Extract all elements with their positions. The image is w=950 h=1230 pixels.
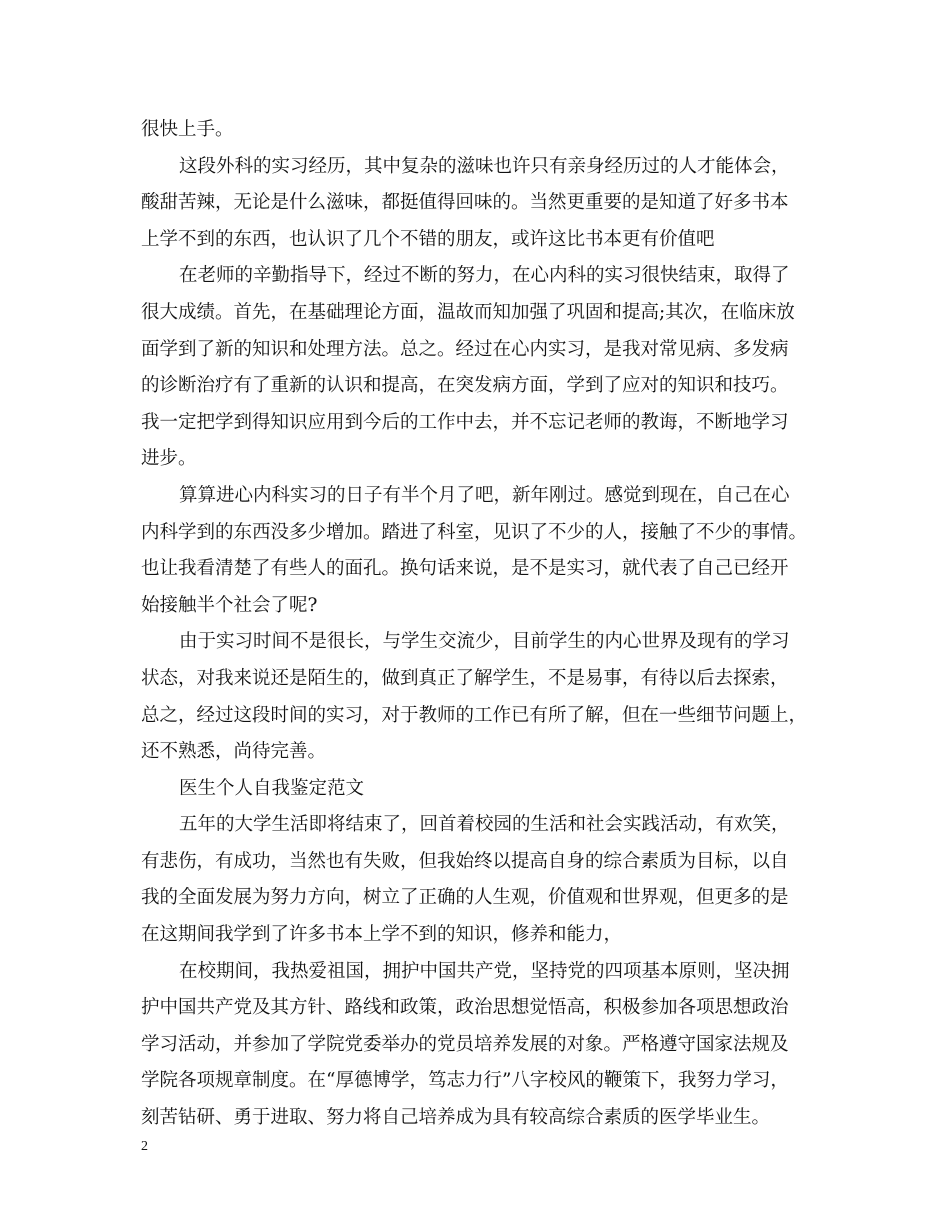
text-line: 在老师的辛勤指导下，经过不断的努力，在心内科的实习很快结束，取得了 xyxy=(179,265,790,287)
text-line: 在这期间我学到了许多书本上学不到的知识，修养和能力， xyxy=(141,924,623,946)
text-line: 由于实习时间不是很长，与学生交流少，目前学生的内心世界及现有的学习 xyxy=(179,631,790,653)
text-line: 在校期间，我热爱祖国，拥护中国共产党，坚持党的四项基本原则，坚决拥 xyxy=(179,960,790,982)
text-line: 护中国共产党及其方针、路线和政策，政治思想觉悟高，积极参加各项思想政治 xyxy=(141,997,789,1019)
text-line: 我一定把学到得知识应用到今后的工作中去，并不忘记老师的教诲，不断地学习 xyxy=(141,411,789,433)
text-line: 刻苦钻研、勇于进取、努力将自己培养成为具有较高综合素质的医学毕业生。 xyxy=(141,1107,771,1129)
body-text xyxy=(141,112,821,1137)
page-number: 2 xyxy=(141,1139,148,1154)
text-line: 面学到了新的知识和处理方法。总之。经过在心内实习，是我对常见病、多发病 xyxy=(141,338,789,360)
text-line: 上学不到的东西，也认识了几个不错的朋友，或许这比书本更有价值吧 xyxy=(141,228,715,250)
text-line: 还不熟悉，尚待完善。 xyxy=(141,741,327,763)
text-line: 酸甜苦辣，无论是什么滋味，都挺值得回味的。当然更重要的是知道了好多书本 xyxy=(141,192,789,214)
text-line: 内科学到的东西没多少增加。踏进了科室，见识了不少的人，接触了不少的事情。 xyxy=(141,521,808,543)
text-line: 也让我看清楚了有些人的面孔。换句话来说，是不是实习，就代表了自己已经开 xyxy=(141,558,789,580)
text-line: 很快上手。 xyxy=(141,119,234,140)
text-line: 五年的大学生活即将结束了，回首着校园的生活和社会实践活动，有欢笑， xyxy=(179,814,790,836)
text-line: 很大成绩。首先，在基础理论方面，温故而知加强了巩固和提高;其次，在临床放 xyxy=(141,301,795,323)
text-line: 总之，经过这段时间的实习，对于教师的工作已有所了解，但在一些细节问题上， xyxy=(141,704,808,726)
text-line: 算算进心内科实习的日子有半个月了吧，新年刚过。感觉到现在，自己在心 xyxy=(179,484,790,506)
text-line: 医生个人自我鉴定范文 xyxy=(179,777,365,799)
text-line: 的诊断治疗有了重新的认识和提高，在突发病方面，学到了应对的知识和技巧。 xyxy=(141,375,789,397)
text-line: 学习活动，并参加了学院党委举办的党员培养发展的对象。严格遵守国家法规及 xyxy=(141,1033,789,1055)
text-line: 进步。 xyxy=(141,448,197,470)
text-line: 学院各项规章制度。在“厚德博学，笃志力行”八字校风的鞭策下，我努力学习， xyxy=(141,1070,789,1092)
text-line: 始接触半个社会了呢? xyxy=(141,594,318,616)
text-line: 状态，对我来说还是陌生的，做到真正了解学生，不是易事，有待以后去探索， xyxy=(141,667,789,689)
text-line: 我的全面发展为努力方向，树立了正确的人生观，价值观和世界观，但更多的是 xyxy=(141,887,789,909)
text-line: 有悲伤，有成功，当然也有失败，但我始终以提高自身的综合素质为目标，以自 xyxy=(141,850,789,872)
text-line: 这段外科的实习经历，其中复杂的滋味也许只有亲身经历过的人才能体会， xyxy=(179,155,790,177)
